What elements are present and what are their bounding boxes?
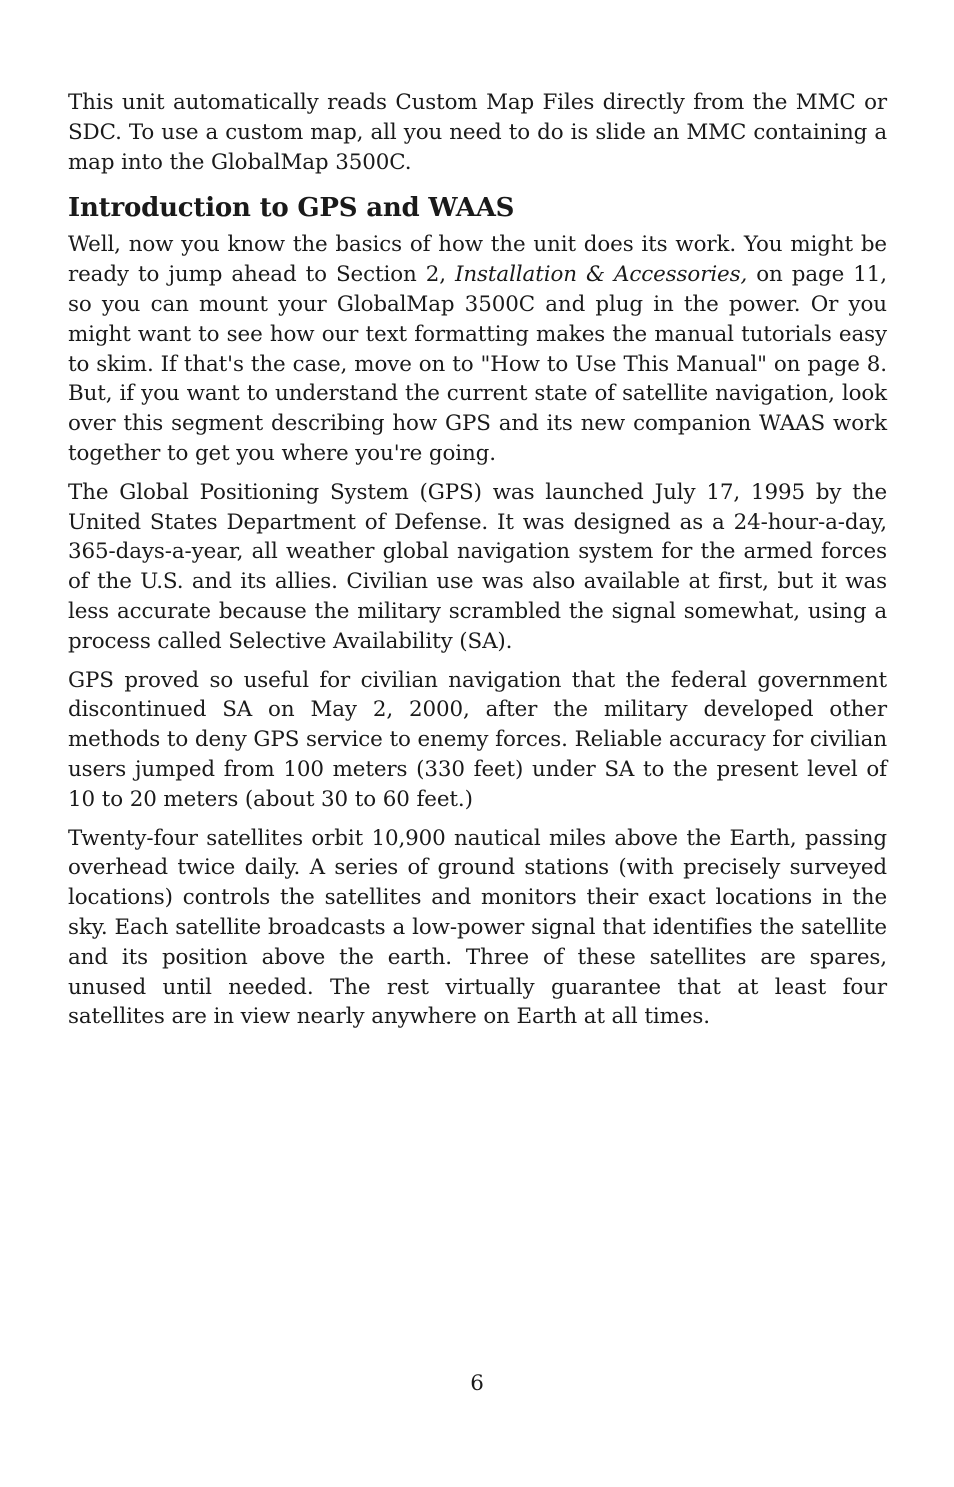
section-paragraph-2: The Global Positioning System (GPS) was launched July 17, 1995 by the United States Department of Defense. It was designed as a 24-hour-a-day, 365-days-a-year, all weather global navigation system for the armed forces of the U.S. and its allies. Civilian use was also available at first, but it was less accurate because the military scrambled the signal somewhat, using a process called Selective Availability (SA).: [68, 479, 887, 654]
page-number: 6: [470, 1371, 484, 1396]
section-heading: Introduction to GPS and WAAS: [68, 193, 515, 224]
paragraph-1-text-end: on page 11, so you can mount your GlobalMap 3500C and plug in the power. Or you might want to see how our text formatting makes the manual tutorials easy to skim. If that's the case, move on to "How to Use This Manual" on page 8. But, if you want to understand the current state of satellite navigation, look over this segment describing how GPS and its new companion WAAS work together to get you where you're going.: [68, 262, 888, 466]
intro-paragraph: This unit automatically reads Custom Map Files directly from the MMC or SDC. To use a custom map, all you need to do is slide an MMC containing a map into the GlobalMap 3500C.: [68, 90, 887, 175]
page-content: [68, 88, 887, 1041]
section-paragraph-1: [68, 230, 887, 468]
section-reference-italic: Installation & Accessories,: [455, 262, 748, 288]
paragraph-1-text-start: Well, now you know the basics of how the unit does its work. You might be ready to jump ahead to Section 2,: [68, 232, 887, 288]
section-paragraph-3: GPS proved so useful for civilian navigation that the federal government discontinued SA on May 2, 2000, after the military developed other methods to deny GPS service to enemy forces. Reliable accuracy for civilian users jumped from 100 meters (330 feet) under SA to the present level of 10 to 20 meters (about 30 to 60 feet.): [68, 667, 887, 812]
section-paragraph-4: Twenty-four satellites orbit 10,900 nautical miles above the Earth, passing overhead twice daily. A series of ground stations (with precisely surveyed locations) controls the satellites and monitors their exact locations in the sky. Each satellite broadcasts a low-power signal that identifies the satellite and its position above the earth. Three of these satellites are spares, unused until needed. The rest virtually guarantee that at least four satellites are in view nearly anywhere on Earth at all times.: [68, 825, 887, 1030]
